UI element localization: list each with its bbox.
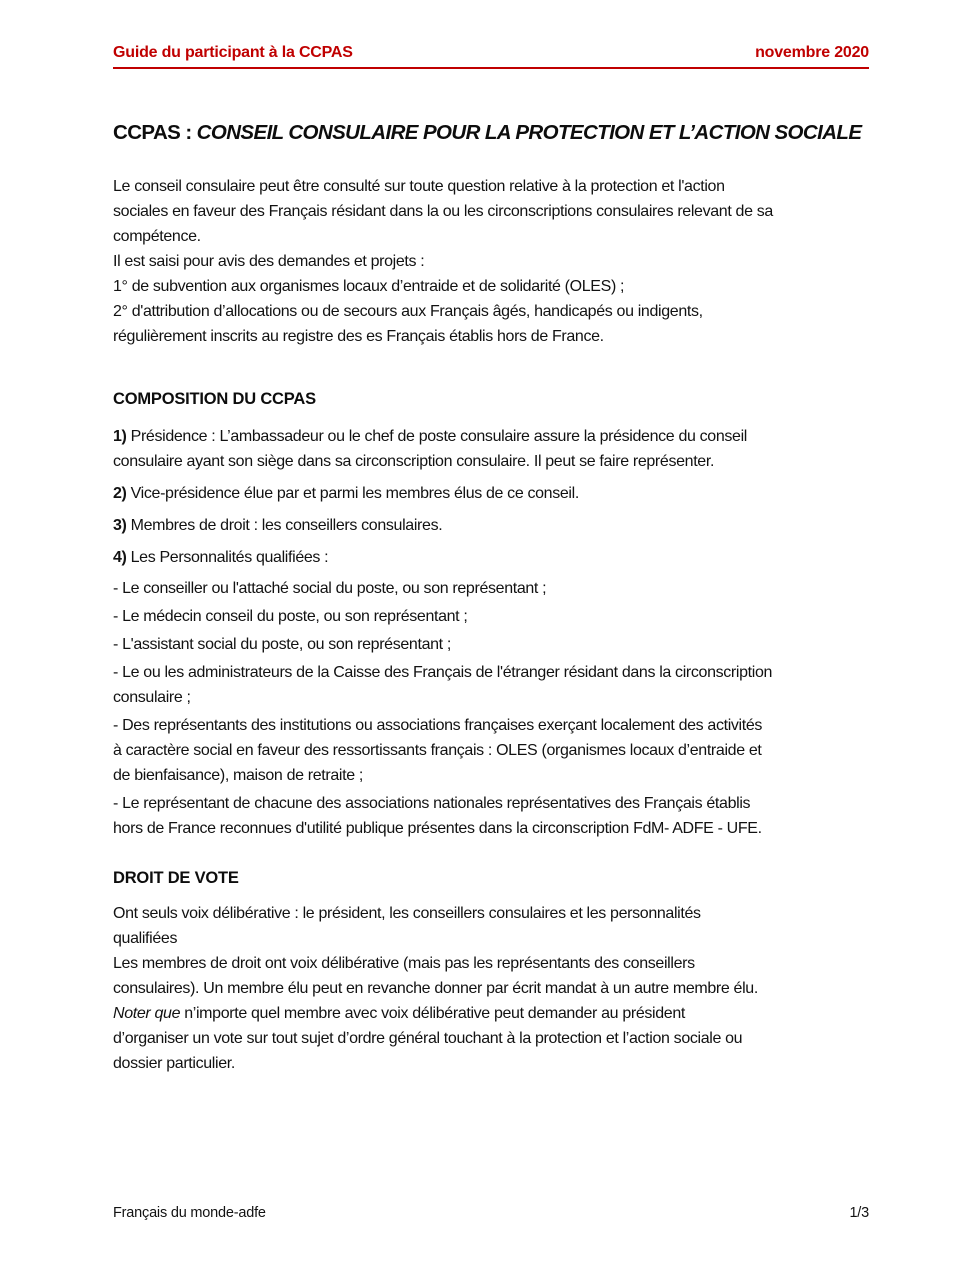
bullet-line: - Le conseiller ou l'attaché social du poste, ou son représentant ; xyxy=(113,580,547,597)
vote-line: Ont seuls voix délibérative : le président, les conseillers consulaires et les personnalités xyxy=(113,905,701,922)
bullet-line: - L'assistant social du poste, ou son représentant ; xyxy=(113,636,451,653)
item-number: 2) xyxy=(113,485,127,502)
item-text: Présidence : L’ambassadeur ou le chef de poste consulaire assure la présidence du conseil xyxy=(126,428,747,445)
bullet-line: - Le représentant de chacune des associations nationales représentatives des Français établis xyxy=(113,795,751,812)
header-left-text: Guide du participant à la CCPAS xyxy=(113,44,353,61)
composition-item-4 xyxy=(113,545,869,570)
bullet-line: à caractère social en faveur des ressortissants français : OLES (organismes locaux d’entraide et xyxy=(113,742,762,759)
page-title xyxy=(113,121,869,145)
composition-item-1 xyxy=(113,424,869,474)
page-content xyxy=(113,0,869,1076)
bullet-line: de bienfaisance), maison de retraite ; xyxy=(113,767,363,784)
page-header xyxy=(113,44,869,69)
bullet-line: - Le ou les administrateurs de la Caisse des Français de l'étranger résidant dans la circonscription xyxy=(113,664,773,681)
item-number: 4) xyxy=(113,549,127,566)
item-text: Vice-présidence élue par et parmi les membres élus de ce conseil. xyxy=(126,485,579,502)
intro-line: compétence. xyxy=(113,228,201,245)
bullet-item xyxy=(113,576,869,601)
section-heading-composition: COMPOSITION DU CCPAS xyxy=(113,390,316,408)
intro-line: Il est saisi pour avis des demandes et projets : xyxy=(113,253,425,270)
item-number: 1) xyxy=(113,428,127,445)
bullet-line: - Le médecin conseil du poste, ou son représentant ; xyxy=(113,608,468,625)
bullet-item xyxy=(113,604,869,629)
intro-line: sociales en faveur des Français résidant dans la ou les circonscriptions consulaires relevant de sa xyxy=(113,203,773,220)
vote-line: Les membres de droit ont voix délibérative (mais pas les représentants des conseillers xyxy=(113,955,695,972)
item-text: Les Personnalités qualifiées : xyxy=(126,549,329,566)
vote-line: consulaires). Un membre élu peut en revanche donner par écrit mandat à un autre membre élu. xyxy=(113,980,758,997)
footer-page-number: 1/3 xyxy=(849,1205,869,1221)
title-main: CONSEIL CONSULAIRE POUR LA PROTECTION ET L’ACTION SOCIALE xyxy=(196,121,862,144)
intro-line: régulièrement inscrits au registre des es Français établis hors de France. xyxy=(113,328,604,345)
item-text: consulaire ayant son siège dans sa circonscription consulaire. Il peut se faire représenter. xyxy=(113,453,715,470)
vote-line: n’importe quel membre avec voix délibérative peut demander au président xyxy=(180,1005,685,1022)
vote-line: qualifiées xyxy=(113,930,178,947)
page-footer xyxy=(113,1205,869,1221)
vote-line-italic-lead xyxy=(113,1001,869,1026)
footer-left-text: Français du monde-adfe xyxy=(113,1205,266,1221)
composition-item-2 xyxy=(113,481,869,506)
bullet-line: hors de France reconnues d'utilité publique présentes dans la circonscription FdM- ADFE - UFE. xyxy=(113,820,762,837)
intro-line: 1° de subvention aux organismes locaux d’entraide et de solidarité (OLES) ; xyxy=(113,278,625,295)
bullet-item xyxy=(113,632,869,657)
bullet-item xyxy=(113,713,869,788)
vote-line: dossier particulier. xyxy=(113,1055,235,1072)
item-text: Membres de droit : les conseillers consulaires. xyxy=(126,517,443,534)
bullet-item xyxy=(113,660,869,710)
composition-item-3 xyxy=(113,513,869,538)
bullet-line: consulaire ; xyxy=(113,689,191,706)
intro-paragraph xyxy=(113,174,869,349)
intro-line: 2° d'attribution d’allocations ou de secours aux Français âgés, handicapés ou indigents, xyxy=(113,303,703,320)
vote-paragraph xyxy=(113,901,869,1076)
vote-line: d’organiser un vote sur tout sujet d’ordre général touchant à la protection et l’action sociale ou xyxy=(113,1030,743,1047)
bullet-line: - Des représentants des institutions ou associations françaises exerçant localement des activités xyxy=(113,717,763,734)
section-heading-vote: DROIT DE VOTE xyxy=(113,869,239,887)
italic-lead: Noter que xyxy=(113,1005,181,1022)
title-prefix: CCPAS : xyxy=(113,121,197,144)
composition-bullet-list xyxy=(113,576,869,841)
header-right-text: novembre 2020 xyxy=(755,44,869,61)
item-number: 3) xyxy=(113,517,127,534)
intro-line: Le conseil consulaire peut être consulté sur toute question relative à la protection et l'action xyxy=(113,178,725,195)
bullet-item xyxy=(113,791,869,841)
